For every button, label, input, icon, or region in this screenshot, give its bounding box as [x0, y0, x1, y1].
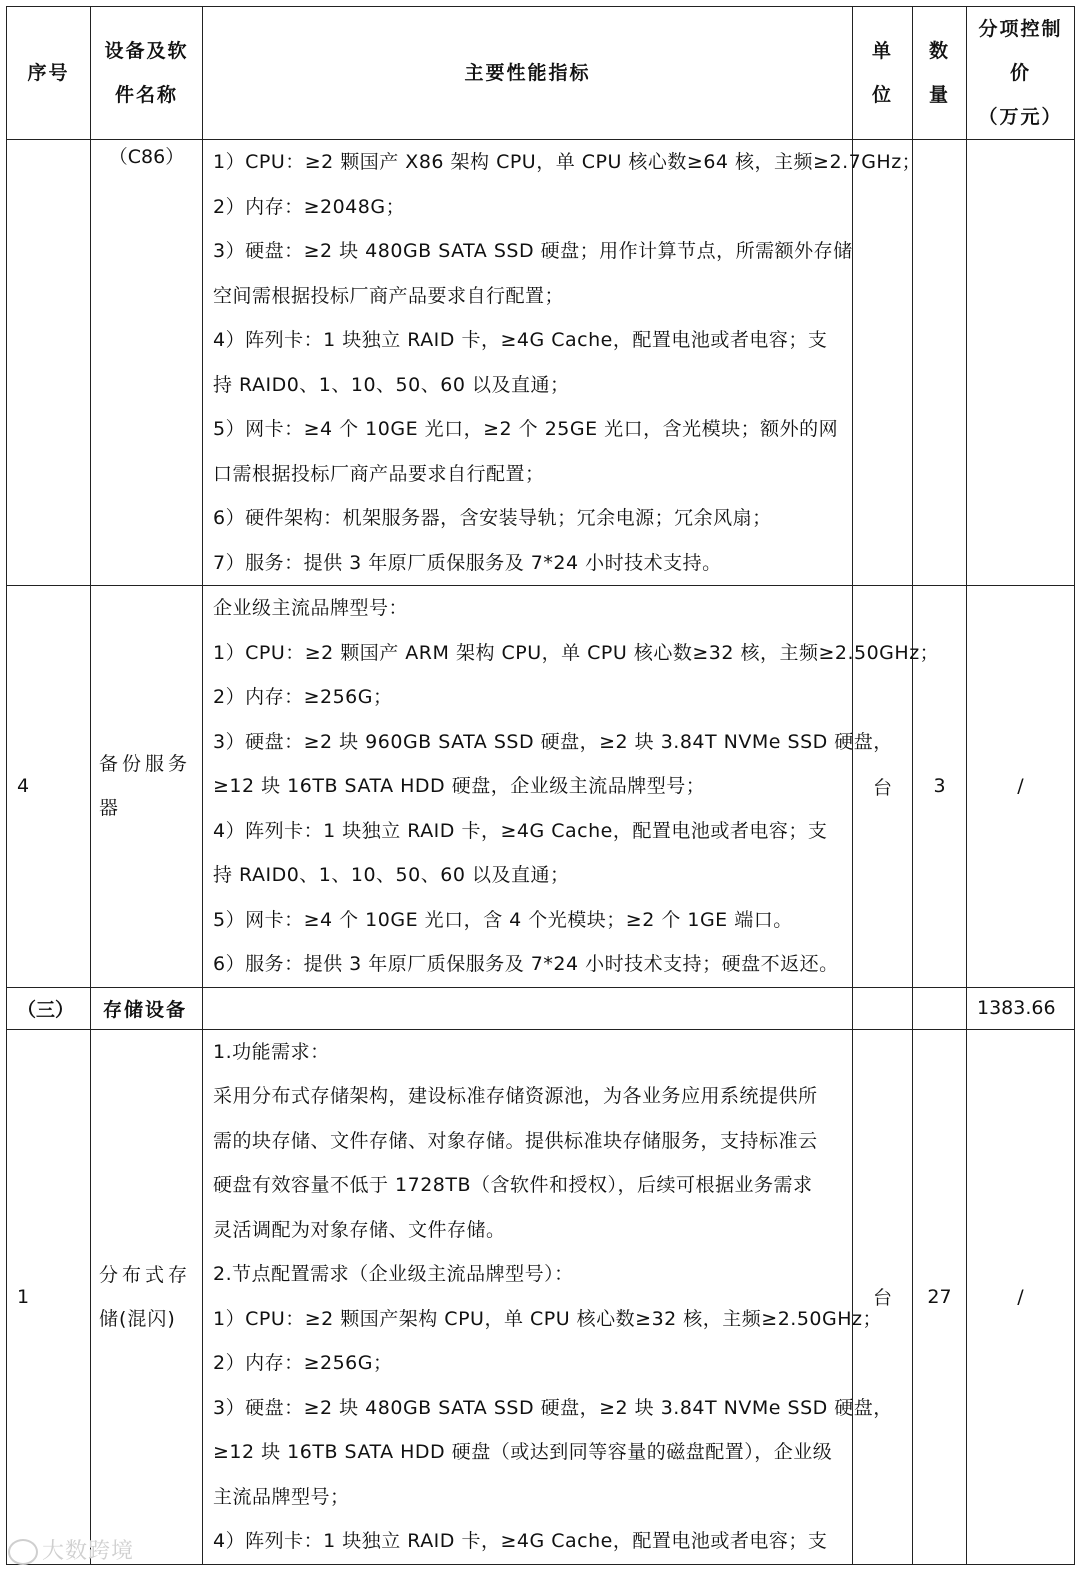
- spec-line: 6）服务：提供 3 年原厂质保服务及 7*24 小时技术支持；硬盘不返还。: [213, 953, 839, 975]
- spec-line: 灵活调配为对象存储、文件存储。: [213, 1218, 506, 1241]
- row-device-name: （C86）: [91, 140, 203, 586]
- device-name-line2: 器: [99, 797, 123, 820]
- row-qty: 27: [913, 1029, 967, 1564]
- spec-line: 1）CPU：≥2 颗国产架构 CPU，单 CPU 核心数≥32 核，主频≥2.50GHz；: [213, 1307, 882, 1330]
- section-qty: [913, 987, 967, 1029]
- spec-line: 6）硬件架构：机架服务器，含安装导轨；冗余电源；冗余风扇；: [213, 507, 772, 529]
- row-seq: [7, 140, 91, 586]
- header-unit-line1: 单: [871, 40, 893, 62]
- header-name: [91, 7, 203, 140]
- spec-line: 2）内存：≥256G；: [213, 1352, 393, 1374]
- spec-line: 4）阵列卡：1 块独立 RAID 卡，≥4G Cache，配置电池或者电容；支: [213, 1530, 828, 1552]
- row-unit: 台: [853, 586, 913, 988]
- section-row: [7, 987, 1075, 1029]
- spec-line: 需的块存储、文件存储、对象存储。提供标准块存储服务，支持标准云: [213, 1129, 818, 1152]
- table-row: [7, 1029, 1075, 1564]
- watermark-logo-icon: [8, 1539, 38, 1565]
- spec-line: 5）网卡：≥4 个 10GE 光口，含 4 个光模块；≥2 个 1GE 端口。: [213, 908, 793, 931]
- header-name-line1: 设备及软: [104, 40, 189, 62]
- spec-line: 1）CPU：≥2 颗国产 X86 架构 CPU，单 CPU 核心数≥64 核，主频≥2.7GHz；: [213, 151, 922, 173]
- header-unit-line2: 位: [871, 84, 893, 106]
- spec-line: 空间需根据投标厂商产品要求自行配置；: [213, 284, 565, 307]
- spec-line: 2）内存：≥2048G；: [213, 195, 406, 218]
- header-price-line3: （万元）: [978, 106, 1063, 128]
- header-unit: [853, 7, 913, 140]
- header-seq: 序号: [7, 7, 91, 140]
- spec-line: 5）网卡：≥4 个 10GE 光口，≥2 个 25GE 光口，含光模块；额外的网: [213, 418, 839, 440]
- spec-line: 持 RAID0、1、10、50、60 以及直通；: [213, 864, 570, 886]
- spec-line: 持 RAID0、1、10、50、60 以及直通；: [213, 373, 570, 396]
- device-name-line1: 备份服务: [99, 753, 192, 776]
- spec-line: 1）CPU：≥2 颗国产 ARM 架构 CPU，单 CPU 核心数≥32 核，主频≥2.50GHz；: [213, 641, 940, 664]
- spec-line: ≥12 块 16TB SATA HDD 硬盘（或达到同等容量的磁盘配置），企业级: [213, 1441, 833, 1463]
- section-price: 1383.66: [967, 987, 1075, 1029]
- row-spec: [203, 140, 922, 586]
- spec-line: 4）阵列卡：1 块独立 RAID 卡，≥4G Cache，配置电池或者电容；支: [213, 329, 828, 351]
- row-unit: [853, 140, 913, 586]
- spec-line: 4）阵列卡：1 块独立 RAID 卡，≥4G Cache，配置电池或者电容；支: [213, 819, 828, 842]
- spec-line: ≥12 块 16TB SATA HDD 硬盘，企业级主流品牌型号；: [213, 775, 706, 797]
- watermark-text: 大数跨境: [42, 1539, 135, 1564]
- section-spec: [203, 987, 853, 1029]
- header-price: [967, 7, 1075, 140]
- row-seq: 1: [7, 1029, 91, 1564]
- device-name-line2: 储(混闪): [99, 1307, 176, 1330]
- section-name: 存储设备: [91, 987, 203, 1029]
- header-qty-line1: 数: [928, 40, 950, 62]
- header-qty-line2: 量: [928, 84, 950, 106]
- row-qty: [913, 140, 967, 586]
- row-device-name: [91, 1029, 203, 1564]
- watermark: [8, 1534, 134, 1565]
- spec-line: 企业级主流品牌型号：: [213, 597, 409, 619]
- row-price: /: [967, 1029, 1075, 1564]
- spec-line: 采用分布式存储架构，建设标准存储资源池，为各业务应用系统提供所: [213, 1085, 818, 1107]
- spec-line: 3）硬盘：≥2 块 960GB SATA SSD 硬盘，≥2 块 3.84T NVMe SSD 硬盘，: [213, 730, 893, 753]
- header-price-line2: 价: [1009, 62, 1031, 84]
- spec-line: 口需根据投标厂商产品要求自行配置；: [213, 462, 545, 485]
- header-name-line2: 件名称: [114, 84, 178, 106]
- row-unit: 台: [853, 1029, 913, 1564]
- row-spec: [203, 1029, 893, 1564]
- table-row: [7, 586, 1075, 988]
- header-row: [7, 7, 1075, 140]
- spec-line: 2）内存：≥256G；: [213, 686, 393, 708]
- row-device-name: [91, 586, 203, 988]
- row-qty: 3: [913, 586, 967, 988]
- header-price-line1: 分项控制: [978, 18, 1063, 40]
- spec-line: 7）服务：提供 3 年原厂质保服务及 7*24 小时技术支持。: [213, 551, 722, 574]
- row-spec: [203, 586, 940, 988]
- header-qty: [913, 7, 967, 140]
- spec-line: 3）硬盘：≥2 块 480GB SATA SSD 硬盘，≥2 块 3.84T NVMe SSD 硬盘，: [213, 1396, 893, 1419]
- spec-table: [6, 6, 1075, 1565]
- spec-line: 1.功能需求：: [213, 1040, 330, 1063]
- table-row: [7, 140, 1075, 586]
- spec-line: 主流品牌型号；: [213, 1485, 350, 1508]
- spec-line: 3）硬盘：≥2 块 480GB SATA SSD 硬盘；用作计算节点，所需额外存储: [213, 240, 853, 262]
- row-seq: 4: [7, 586, 91, 988]
- spec-line: 硬盘有效容量不低于 1728TB（含软件和授权），后续可根据业务需求: [213, 1174, 813, 1196]
- spec-line: 2.节点配置需求（企业级主流品牌型号）：: [213, 1263, 574, 1285]
- row-price: /: [967, 586, 1075, 988]
- row-price: [967, 140, 1075, 586]
- section-seq: （三）: [7, 987, 91, 1029]
- device-name-line1: 分布式存: [99, 1263, 192, 1286]
- header-spec: 主要性能指标: [203, 7, 853, 140]
- section-unit: [853, 987, 913, 1029]
